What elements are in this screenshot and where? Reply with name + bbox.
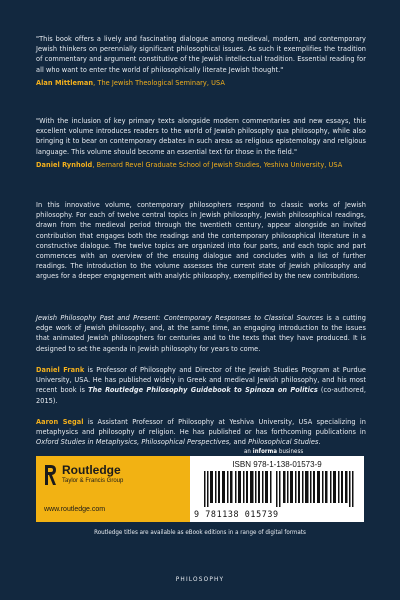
- bio-end: .: [318, 437, 321, 447]
- author-name: Aaron Segal: [36, 417, 84, 426]
- author-bio-text: [36, 417, 366, 448]
- ebook-note: Routledge titles are available as eBook editions in a range of digital formats: [94, 529, 306, 536]
- informa-brand: informa: [252, 448, 278, 455]
- endorser-affiliation: , The Jewish Theological Seminary, USA: [93, 77, 225, 87]
- summary-text: [36, 313, 366, 354]
- book-title: Jewish Philosophy Past and Present: Contemporary Responses to Classical Sources: [36, 313, 324, 322]
- book-description: [36, 200, 366, 282]
- author-bio-2: [36, 417, 366, 448]
- summary-body: is a cutting edge work of Jewish philosophy, and, at the same time, an engaging introduction to the issues that animated Jewish philosophers for centuries and to the texts that they have produced. It is designed to set the agenda in Jewish philosophy for years to come.: [36, 313, 366, 353]
- subject-category: PHILOSOPHY: [175, 575, 225, 583]
- author-book-title: The Routledge Philosophy Guidebook to Spinoza on Politics: [88, 385, 318, 395]
- endorser-affiliation: , Bernard Revel Graduate School of Jewish Studies, Yeshiva University, USA: [92, 159, 343, 169]
- bio-text: is Professor of Philosophy and Director of the Jewish Studies Program at Purdue University, USA. He has published widely in Greek and medieval Jewish philosophy, and his most recent book is: [36, 365, 367, 395]
- publisher-name: Routledge: [62, 463, 121, 477]
- journal-list: Oxford Studies in Metaphysics, Philosophical Perspectives,: [36, 437, 234, 447]
- endorsement-quote: "This book offers a lively and fascinating dialogue among medieval, modern, and contemporary Jewish thinkers on perennially significant philosophical issues. As such it exemplifies the tradition of commentary and argument constitutive of the Jewish intellectual tradition. Essential reading for all who want to enter the world of philosophically literate Jewish thought.": [36, 34, 366, 74]
- isbn-label: ISBN 978-1-138-01573-9: [232, 460, 322, 469]
- endorsement-attribution: [36, 160, 366, 170]
- publisher-url[interactable]: www.routledge.com: [44, 506, 106, 513]
- informa-suffix: business: [277, 448, 304, 455]
- bio-conjunction: and: [233, 437, 249, 447]
- author-bio-text: [36, 365, 366, 406]
- barcode: [190, 456, 364, 522]
- isbn-digits: 9 781138 015739: [194, 509, 279, 519]
- endorsement-attribution: [36, 78, 366, 88]
- description-text: In this innovative volume, contemporary philosophers respond to classic works of Jewish philosophy. For each of twelve central topics in Jewish philosophy, Jewish philosophical readings, drawn from the medieval period through the twentieth century, appear alongside an invited contribution that engages both the readings and the contemporary philosophical literature in a constructive dialogue. The twelve topics are organized into four parts, and each topic and part commences with an overview of the ensuing dialogue and concludes with a list of further readings. The introduction to the volume assesses the current state of Jewish philosophy and argues for a deeper engagement with analytic philosophy, exemplified by the new contributions.: [36, 200, 366, 281]
- routledge-logo-icon: [44, 464, 58, 486]
- informa-business-mark: [244, 448, 303, 455]
- endorsement-quote: "With the inclusion of key primary texts alongside modern commentaries and new essays, this excellent volume introduces readers to the world of Jewish philosophy qua philosophy, while also bringing it to bear on contemporary debates in such areas as religious epistemology and religious language. This volume should become an essential text for those in the field.": [36, 116, 366, 156]
- author-bio-1: [36, 365, 366, 406]
- bio-text-end: (co-authored, 2015).: [36, 385, 366, 405]
- bio-text: is Assistant Professor of Philosophy at Yeshiva University, USA specializing in metaphysics and philosophy of religion. He has published or has forthcoming publications in: [36, 417, 366, 437]
- publisher-tagline: Taylor & Francis Group: [62, 478, 124, 484]
- journal-last: Philosophical Studies: [248, 437, 319, 447]
- barcode-bars: [204, 471, 354, 507]
- endorser-name: Daniel Rynhold: [36, 159, 93, 169]
- book-summary: [36, 313, 366, 354]
- endorsement-2: [36, 116, 366, 170]
- informa-prefix: an: [244, 448, 253, 455]
- author-name: Daniel Frank: [36, 365, 85, 374]
- publisher-box: [36, 456, 364, 522]
- endorsement-1: [36, 34, 366, 88]
- endorser-name: Alan Mittleman: [36, 77, 94, 87]
